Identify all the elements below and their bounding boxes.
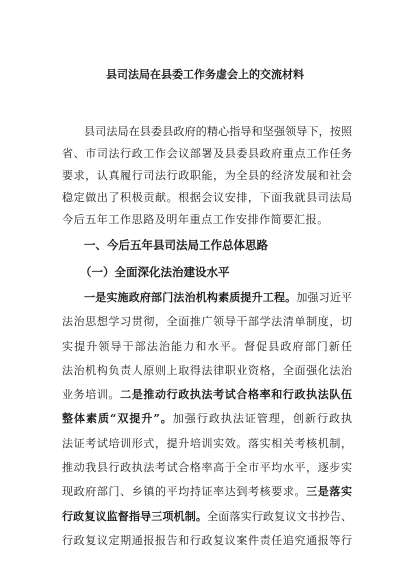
paragraph-line [62,310,352,334]
paragraph-line [62,359,352,383]
body-text-run: 全面落实行政复议文书抄告、 [207,509,353,523]
body-text-run: 实提升领导干部法治能力和水平。督促县政府部门新任 [62,339,352,353]
paragraph-line: 要求，认真履行司法行政职能，为全县的经济发展和社会 [62,169,352,182]
paragraph-line: 稳定做出了积极贡献。根据会议安排，下面我就县司法局 [62,191,352,204]
intro-paragraph [62,121,352,231]
paragraph-line: 省、市司法行政工作会议部署及县委县政府重点工作任务 [62,147,352,160]
section-heading: 一、今后五年县司法局工作总体思路 [84,238,268,252]
paragraph-line [62,505,352,529]
paragraph-line: 县司法局在县委县政府的精心指导和坚强领导下，按照 [84,125,352,138]
paragraph-line [62,529,352,553]
point-lead-text: 行政复议监督指导三项机制。 [62,509,208,523]
body-text-run: 加强行政执法证管理，创新行政执 [172,412,352,426]
paragraph-line [62,480,352,504]
body-paragraph [62,286,352,553]
body-text-run: 法证考试培训形式，提升培训实效。落实相关考核机制， [62,436,352,450]
body-text-run: 业务培训。 [62,388,121,402]
paragraph-line [62,335,352,359]
paragraph-line [62,432,352,456]
document-title: 县司法局在县委工作务虚会上的交流材料 [106,68,304,81]
body-text-run: 现政府部门、乡镇的平均持证率达到考核要求。 [62,485,307,499]
subsection-heading: （一）全面深化法治建设水平 [80,265,230,279]
body-text-run: 加强习近平 [296,291,353,304]
point-lead-text: 二是推动行政执法考试合格率和行政执法队伍 [120,388,352,402]
paragraph-line: 今后五年工作思路及明年重点工作安排作简要汇报。 [62,213,329,226]
paragraph-line [62,407,352,431]
paragraph-line [62,383,352,407]
paragraph-line [62,456,352,480]
body-text-run: 行政复议定期通报报告和行政复议案件责任追究通报等行 [62,533,352,547]
point-lead-text: 一是实施政府部门法治机构素质提升工程。 [84,291,297,304]
point-lead-text: 整体素质“双提升”。 [62,412,173,426]
body-text-run: 法治思想学习贯彻，全面推广领导干部学法清单制度，切 [62,315,352,329]
body-text-run: 法治机构负责人原则上取得法律职业资格，全面强化法治 [62,363,352,377]
point-lead-text: 三是落实 [306,485,352,499]
paragraph-line [62,286,352,310]
body-text-run: 推动我县行政执法考试合格率高于全市平均水平，逐步实 [62,461,352,475]
